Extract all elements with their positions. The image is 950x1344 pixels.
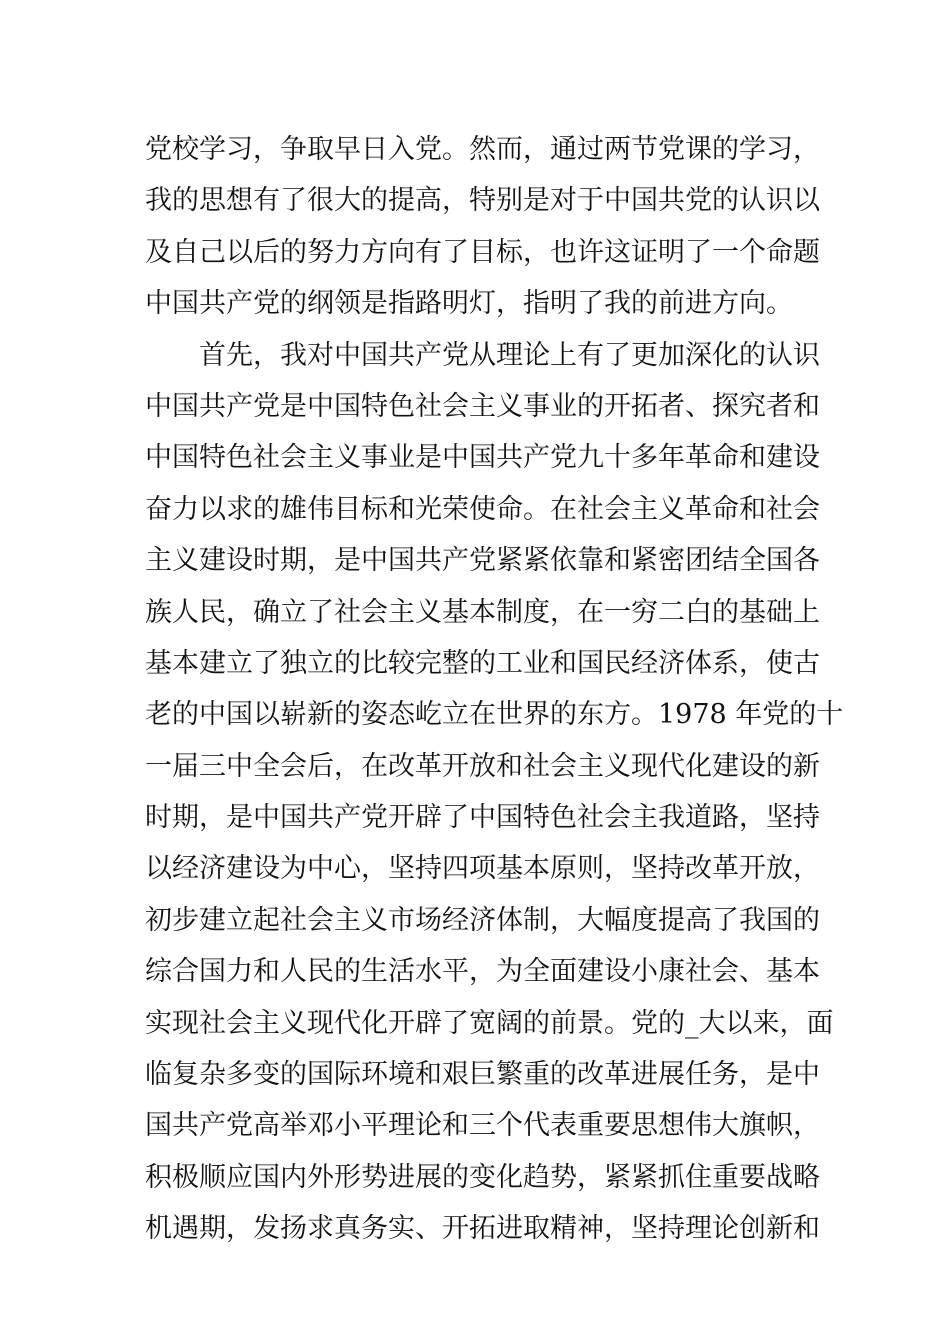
text-line: 国共产党高举邓小平理论和三个代表重要思想伟大旗帜，: [145, 1110, 820, 1142]
text-line: 中国共产党的纲领是指路明灯，指明了我的前进方向。: [145, 288, 793, 320]
text-line: 综合国力和人民的生活水平，为全面建设小康社会、基本: [145, 956, 820, 988]
text-line: 时期，是中国共产党开辟了中国特色社会主我道路，坚持: [145, 802, 820, 834]
text-line: 积极顺应国内外形势进展的变化趋势，紧紧抓住重要战略: [145, 1161, 820, 1193]
text-line: 主义建设时期，是中国共产党紧紧依靠和紧密团结全国各: [145, 545, 820, 577]
text-line: 实现社会主义现代化开辟了宽阔的前景。党的_大以来，面: [145, 1007, 834, 1039]
text-line: 我的思想有了很大的提高，特别是对于中国共党的认识以: [145, 185, 820, 217]
text-line: 以经济建设为中心，坚持四项基本原则，坚持改革开放，: [145, 853, 820, 885]
text-line: 及自己以后的努力方向有了目标，也许这证明了一个命题: [145, 236, 820, 268]
text-line: 机遇期，发扬求真务实、开拓进取精神，坚持理论创新和: [145, 1213, 820, 1245]
text-line: 初步建立起社会主义市场经济体制，大幅度提高了我国的: [145, 904, 820, 936]
text-line: 党校学习，争取早日入党。然而，通过两节党课的学习，: [145, 134, 820, 165]
text-line: 族人民，确立了社会主义基本制度，在一穷二白的基础上: [145, 596, 820, 628]
text-line: 中国特色社会主义事业是中国共产党九十多年革命和建设: [145, 442, 820, 474]
body-text: [145, 124, 844, 1255]
text-line: 中国共产党是中国特色社会主义事业的开拓者、探究者和: [145, 390, 820, 422]
text-line: 奋力以求的雄伟目标和光荣使命。在社会主义革命和社会: [145, 493, 820, 525]
text-line: 一届三中全会后，在改革开放和社会主义现代化建设的新: [145, 750, 820, 782]
text-line: 基本建立了独立的比较完整的工业和国民经济体系，使古: [145, 647, 820, 679]
text-line: 临复杂多变的国际环境和艰巨繁重的改革进展任务，是中: [145, 1059, 820, 1091]
text-line: 老的中国以崭新的姿态屹立在世界的东方。1978 年党的十: [145, 699, 844, 731]
paragraph-start-line: 首先，我对中国共产党从理论上有了更加深化的认识: [145, 339, 820, 371]
